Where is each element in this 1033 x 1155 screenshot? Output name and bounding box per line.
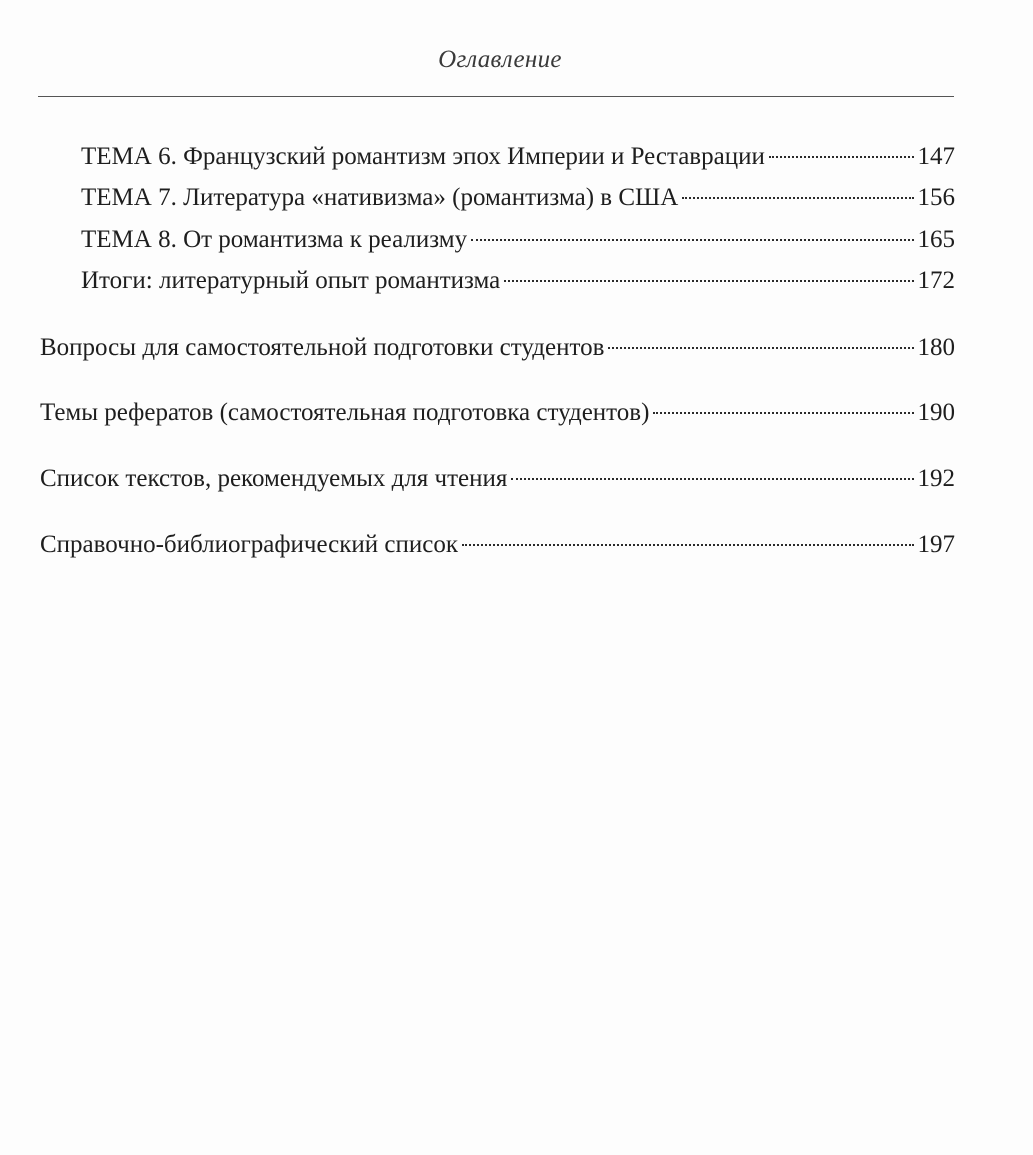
toc-entry-title: Список текстов, рекомендуемых для чтения bbox=[40, 465, 508, 492]
toc-dot-leader bbox=[471, 239, 913, 241]
toc-dot-leader bbox=[504, 280, 913, 282]
toc-entry-title: Справочно-библиографический список bbox=[40, 531, 459, 558]
toc-entry-reading-list[interactable] bbox=[40, 462, 955, 496]
toc-dot-leader bbox=[511, 478, 913, 480]
toc-dot-leader bbox=[769, 156, 914, 158]
toc-entry-theme-6[interactable] bbox=[81, 140, 955, 174]
toc-dot-leader bbox=[462, 544, 913, 546]
toc-entry-page: 190 bbox=[917, 399, 955, 426]
toc-dot-leader bbox=[608, 347, 913, 349]
toc-dot-leader bbox=[653, 412, 913, 414]
toc-entry-essay-topics[interactable] bbox=[40, 396, 955, 430]
toc-entry-questions[interactable] bbox=[40, 331, 955, 365]
toc-entry-title: ТЕМА 7. Литература «нативизма» (романтизма) в США bbox=[81, 184, 679, 211]
toc-entry-page: 165 bbox=[917, 226, 955, 253]
toc-entry-title: Вопросы для самостоятельной подготовки студентов bbox=[40, 334, 605, 361]
toc-entry-title: ТЕМА 6. Французский романтизм эпох Империи и Реставрации bbox=[81, 143, 765, 170]
toc-entry-summary[interactable] bbox=[81, 264, 955, 298]
toc-entry-page: 180 bbox=[917, 334, 955, 361]
running-head-title: Оглавление bbox=[438, 46, 562, 73]
toc-entry-page: 156 bbox=[917, 184, 955, 211]
toc-entry-theme-8[interactable] bbox=[81, 223, 955, 257]
toc-dot-leader bbox=[682, 197, 913, 199]
toc-entry-title: ТЕМА 8. От романтизма к реализму bbox=[81, 226, 468, 253]
toc-entry-page: 147 bbox=[917, 143, 955, 170]
toc-entry-page: 192 bbox=[917, 465, 955, 492]
toc-entry-title: Итоги: литературный опыт романтизма bbox=[81, 267, 501, 294]
toc-entry-bibliography[interactable] bbox=[40, 528, 955, 562]
header-divider bbox=[38, 96, 954, 97]
toc-entry-page: 172 bbox=[917, 267, 955, 294]
toc-entry-title: Темы рефератов (самостоятельная подготовка студентов) bbox=[40, 399, 650, 426]
toc-entry-page: 197 bbox=[917, 531, 955, 558]
toc-entry-theme-7[interactable] bbox=[81, 181, 955, 215]
